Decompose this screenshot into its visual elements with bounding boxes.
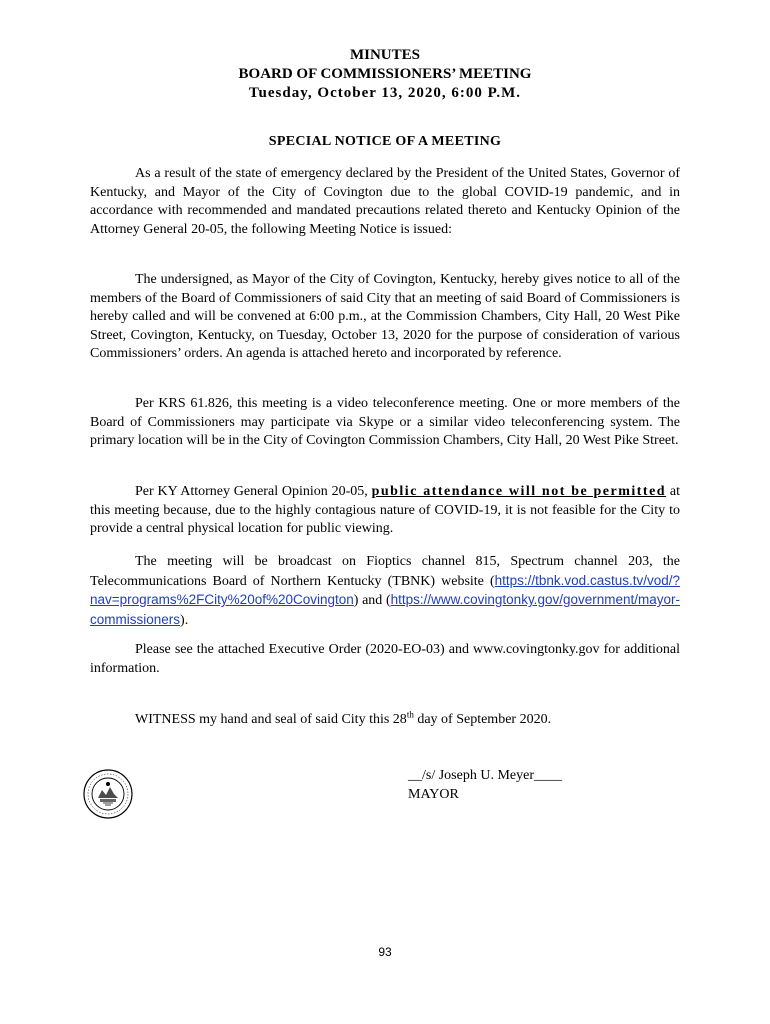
- city-seal-icon: [82, 768, 134, 820]
- header-board-meeting: BOARD OF COMMISSIONERS’ MEETING: [238, 66, 532, 82]
- witness-ordinal: th: [406, 709, 414, 720]
- attendance-text-start: Per KY Attorney General Opinion 20-05,: [135, 484, 372, 499]
- header-meeting-date: Tuesday, October 13, 2020, 6:00 P.M.: [248, 85, 522, 101]
- paragraph-emergency: As a result of the state of emergency declared by the President of the United States, Governor of Kentucky, and Mayor of the City of Covington due to the global COVID-19 pandemic, and in accordance with recommended and mandated precautions related thereto and Kentucky Opinion of the Attorney General 20-05, the following Meeting Notice is issued:: [90, 166, 680, 237]
- signature-block: [408, 766, 562, 804]
- paragraph-attendance: [90, 483, 680, 539]
- paragraph-broadcast: [90, 553, 680, 630]
- tbnk-link[interactable]: https://tbnk.vod.castus.tv/vod/?nav=programs%2FCity%20of%20Covington: [90, 572, 680, 607]
- witness-text-start: WITNESS my hand and seal of said City this 28: [135, 712, 407, 727]
- paragraph-witness: [90, 711, 680, 730]
- special-notice-heading: SPECIAL NOTICE OF A MEETING: [268, 134, 502, 149]
- broadcast-text-middle: ) and (: [353, 593, 391, 608]
- covington-mayor-link[interactable]: https://www.covingtonky.gov/government/mayor-commissioners: [90, 592, 680, 627]
- attendance-text-end: at this meeting because, due to the highly contagious nature of COVID-19, it is not feasible for the City to provide a central physical location for public viewing.: [90, 484, 681, 536]
- paragraph-teleconference: Per KRS 61.826, this meeting is a video teleconference meeting. One or more members of the Board of Commissioners may participate via Skype or a similar video teleconferencing system. The primary location will be in the City of Covington Commission Chambers, City Hall, 20 West Pike Street.: [90, 396, 680, 448]
- witness-text-end: day of September 2020.: [413, 712, 552, 727]
- paragraph-notice: The undersigned, as Mayor of the City of Covington, Kentucky, hereby gives notice to all of the members of the Board of Commissioners of said City that an meeting of said Board of Commissioners is hereby called and will be convened at 6:00 p.m., at the Commission Chambers, City Hall, 20 West Pike Street, Covington, Kentucky, on Tuesday, October 13, 2020 for the purpose of consideration of various Commissioners’ orders. An agenda is attached hereto and incorporated by reference.: [90, 272, 680, 361]
- broadcast-text-end: ).: [180, 612, 189, 628]
- signature-line: __/s/ Joseph U. Meyer____: [408, 768, 562, 783]
- broadcast-text-start: The meeting will be broadcast on Fioptics channel 815, Spectrum channel 203, the Telecommunications Board of Northern Kentucky (TBNK) website (: [90, 554, 680, 589]
- document-header: [0, 46, 770, 103]
- page-number: 93: [378, 945, 392, 959]
- attendance-emphasis: public attendance will not be permitted: [371, 484, 667, 499]
- signature-title: MAYOR: [408, 787, 459, 802]
- paragraph-executive-order: Please see the attached Executive Order (2020-EO-03) and www.covingtonky.gov for additional information.: [90, 642, 680, 676]
- header-minutes: MINUTES: [349, 47, 420, 63]
